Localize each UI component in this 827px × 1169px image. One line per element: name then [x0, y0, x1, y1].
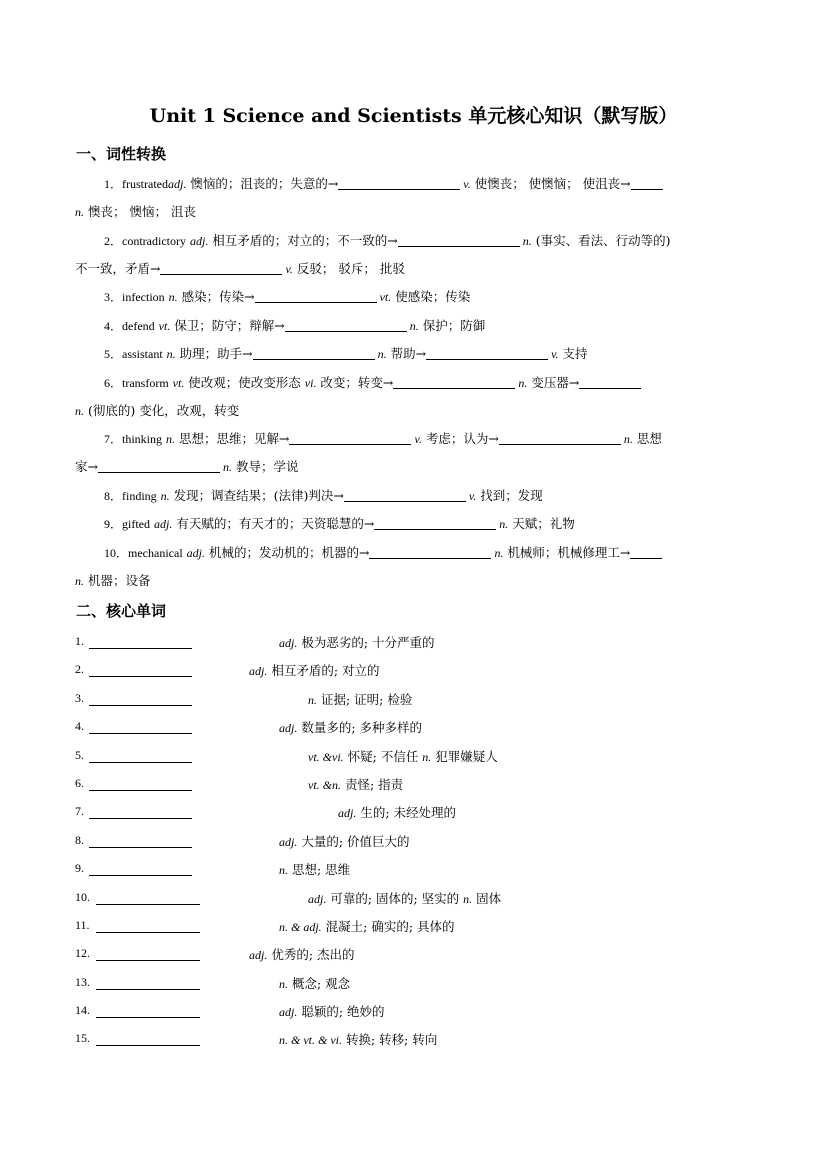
- list-item-continuation: n. (彻底的) 变化，改观，转变: [75, 403, 240, 418]
- vocab-answer-blank[interactable]: [89, 776, 192, 791]
- vocab-answer-blank[interactable]: [89, 691, 192, 706]
- vocab-answer-blank[interactable]: [89, 861, 192, 876]
- vocab-definition: n. 思想; 思维: [279, 862, 351, 877]
- answer-blank[interactable]: [393, 375, 515, 389]
- answer-blank[interactable]: [253, 346, 375, 360]
- answer-blank[interactable]: [499, 431, 621, 445]
- list-item-continuation: n. 懊丧； 懊恼； 沮丧: [75, 204, 196, 219]
- vocab-number: 2.: [75, 662, 84, 676]
- vocab-number: 1.: [75, 634, 84, 648]
- list-item: 7．thinking n. 思想；思维；见解→ v. 考虑；认为→ n. 思想: [104, 431, 662, 446]
- vocab-number: 4.: [75, 719, 84, 733]
- section-heading-word-forms: 一、词性转换: [76, 145, 167, 163]
- list-item: 10．mechanical adj. 机械的；发动机的；机器的→ n. 机械师；机械修理工→: [104, 544, 662, 562]
- answer-blank[interactable]: [289, 431, 411, 445]
- list-item: 1．frustratedadj. 懊恼的；沮丧的；失意的→ v. 使懊丧； 使懊恼； 使沮丧→: [104, 175, 663, 193]
- list-item: 3．infection n. 感染；传染→ vt. 使感染；传染: [104, 289, 471, 304]
- vocab-definition: n. & adj. 混凝土; 确实的; 具体的: [279, 919, 455, 934]
- vocab-definition: vt. &vi. 怀疑; 不信任 n. 犯罪嫌疑人: [308, 749, 498, 764]
- answer-blank[interactable]: [631, 176, 663, 190]
- vocab-definition: n. & vt. & vi. 转换; 转移; 转向: [279, 1032, 438, 1047]
- vocab-number: 8.: [75, 833, 84, 847]
- answer-blank[interactable]: [630, 545, 662, 559]
- vocab-answer-blank[interactable]: [96, 1031, 200, 1046]
- vocab-number: 3.: [75, 691, 84, 705]
- vocab-definition: n. 证据; 证明; 检验: [308, 692, 413, 707]
- answer-blank[interactable]: [344, 488, 466, 502]
- vocab-definition: adj. 大量的; 价值巨大的: [279, 834, 410, 849]
- answer-blank[interactable]: [98, 459, 220, 473]
- answer-blank[interactable]: [398, 233, 520, 247]
- vocab-number: 9.: [75, 861, 84, 875]
- list-item: 6．transform vt. 使改观；使改变形态 vi. 改变；转变→ n. 变压器→: [104, 374, 641, 392]
- list-item-continuation: 家→ n. 教导；学说: [75, 459, 299, 474]
- vocab-answer-blank[interactable]: [89, 662, 192, 677]
- vocab-number: 6.: [75, 776, 84, 790]
- vocab-definition: adj. 数量多的; 多种多样的: [279, 720, 423, 735]
- vocab-answer-blank[interactable]: [96, 918, 200, 933]
- vocab-definition: vt. &n. 责怪; 指责: [308, 777, 404, 792]
- page-title: Unit 1 Science and Scientists 单元核心知识（默写版）: [149, 105, 678, 127]
- vocab-definition: adj. 极为恶劣的; 十分严重的: [279, 635, 435, 650]
- vocab-number: 14.: [75, 1003, 90, 1017]
- list-item: 5．assistant n. 助理；助手→ n. 帮助→ v. 支持: [104, 346, 588, 361]
- vocab-definition: adj. 聪颖的; 绝妙的: [279, 1004, 385, 1019]
- vocab-answer-blank[interactable]: [89, 634, 192, 649]
- answer-blank[interactable]: [285, 318, 407, 332]
- list-item: 4．defend vt. 保卫；防守；辩解→ n. 保护；防御: [104, 318, 486, 333]
- list-item: 8．finding n. 发现；调查结果；(法律)判决→ v. 找到；发现: [104, 488, 543, 503]
- answer-blank[interactable]: [255, 289, 377, 303]
- vocab-definition: adj. 相互矛盾的; 对立的: [249, 663, 380, 678]
- vocab-answer-blank[interactable]: [96, 1003, 200, 1018]
- vocab-answer-blank[interactable]: [96, 890, 200, 905]
- vocab-number: 10.: [75, 890, 90, 904]
- vocab-number: 15.: [75, 1031, 90, 1045]
- vocab-answer-blank[interactable]: [96, 946, 200, 961]
- answer-blank[interactable]: [160, 261, 282, 275]
- answer-blank[interactable]: [579, 375, 641, 389]
- vocab-number: 13.: [75, 975, 90, 989]
- vocab-number: 12.: [75, 946, 90, 960]
- answer-blank[interactable]: [374, 516, 496, 530]
- vocab-number: 7.: [75, 804, 84, 818]
- vocab-definition: adj. 优秀的; 杰出的: [249, 947, 355, 962]
- vocab-definition: adj. 可靠的; 固体的; 坚实的 n. 固体: [308, 891, 502, 906]
- vocab-number: 5.: [75, 748, 84, 762]
- section-heading-core-words: 二、核心单词: [76, 602, 167, 620]
- vocab-answer-blank[interactable]: [89, 833, 192, 848]
- answer-blank[interactable]: [426, 346, 548, 360]
- list-item-continuation: n. 机器；设备: [75, 573, 151, 588]
- vocab-number: 11.: [75, 918, 90, 932]
- list-item: 9．gifted adj. 有天赋的；有天才的；天资聪慧的→ n. 天赋；礼物: [104, 516, 575, 531]
- vocab-definition: n. 概念; 观念: [279, 976, 351, 991]
- list-item: 2．contradictory adj. 相互矛盾的；对立的；不一致的→ n. (事实、看法、行动等的): [104, 233, 671, 248]
- vocab-answer-blank[interactable]: [89, 719, 192, 734]
- vocab-answer-blank[interactable]: [96, 975, 200, 990]
- vocab-answer-blank[interactable]: [89, 804, 192, 819]
- vocab-definition: adj. 生的; 未经处理的: [338, 805, 457, 820]
- answer-blank[interactable]: [338, 176, 460, 190]
- list-item-continuation: 不一致，矛盾→ v. 反驳； 驳斥； 批驳: [75, 261, 405, 276]
- answer-blank[interactable]: [369, 545, 491, 559]
- vocab-answer-blank[interactable]: [89, 748, 192, 763]
